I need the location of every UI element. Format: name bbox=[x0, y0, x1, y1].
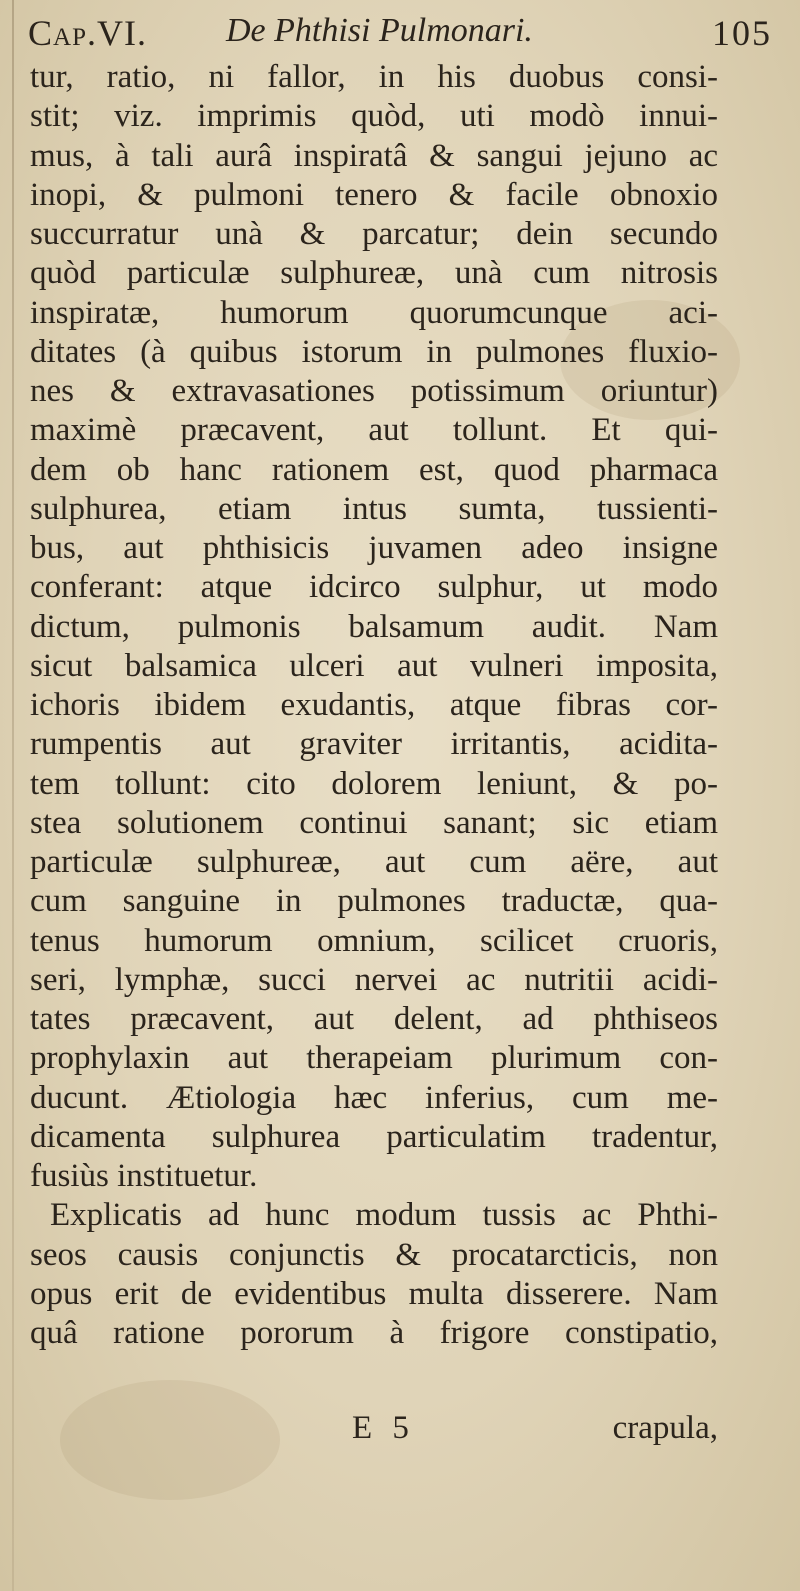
page-footer bbox=[30, 1410, 718, 1450]
text-line: ichoris ibidem exudantis, atque fibras cor- bbox=[30, 687, 718, 723]
chapter-label: Cap.VI. bbox=[28, 13, 147, 53]
page-number: 105 bbox=[712, 13, 772, 53]
text-line: prophylaxin aut therapeiam plurimum con- bbox=[30, 1040, 718, 1077]
text-line: rumpentis aut graviter irritantis, acidita- bbox=[30, 726, 718, 763]
text-line: opus erit de evidentibus multa disserere. Nam bbox=[30, 1275, 718, 1312]
running-header bbox=[28, 6, 772, 56]
text-line: stit; viz. imprimis quòd, uti modò innui- bbox=[30, 98, 718, 135]
catchword: crapula, bbox=[612, 1410, 718, 1446]
text-line: seri, lymphæ, succi nervei ac nutritii acidi- bbox=[30, 961, 718, 998]
text-line: bus, aut phthisicis juvamen adeo insigne bbox=[30, 530, 718, 566]
text-line: dictum, pulmonis balsamum audit. Nam bbox=[30, 608, 718, 645]
text-line: fusiùs instituetur. bbox=[30, 1158, 258, 1194]
text-line: cum sanguine in pulmones traductæ, qua- bbox=[30, 883, 718, 920]
signature-mark: E 5 bbox=[352, 1410, 415, 1446]
text-line: dicamenta sulphurea particulatim tradentur, bbox=[30, 1118, 718, 1155]
text-line: tates præcavent, aut delent, ad phthiseos bbox=[30, 1001, 718, 1037]
gutter-line bbox=[12, 0, 14, 1591]
text-line: particulæ sulphureæ, aut cum aëre, aut bbox=[30, 844, 718, 880]
text-line: nes & extravasationes potissimum oriuntur) bbox=[30, 373, 718, 409]
paragraph-start-line: Explicatis ad hunc modum tussis ac Phthi- bbox=[50, 1197, 718, 1234]
text-line: tur, ratio, ni fallor, in his duobus consi- bbox=[30, 59, 718, 95]
text-line: maximè præcavent, aut tollunt. Et qui- bbox=[30, 412, 718, 449]
text-line: succurratur unà & parcatur; dein secundo bbox=[30, 216, 718, 252]
text-line: sulphurea, etiam intus sumta, tussienti- bbox=[30, 490, 718, 527]
text-line: tenus humorum omnium, scilicet cruoris, bbox=[30, 922, 718, 959]
text-line: seos causis conjunctis & procatarcticis, non bbox=[30, 1236, 718, 1273]
text-line: quâ ratione pororum à frigore constipatio, bbox=[30, 1315, 718, 1351]
text-line: dem ob hanc rationem est, quod pharmaca bbox=[30, 451, 718, 488]
text-line: mus, à tali aurâ inspiratâ & sangui jejuno ac bbox=[30, 137, 718, 174]
text-line: inopi, & pulmoni tenero & facile obnoxio bbox=[30, 176, 718, 213]
text-line: quòd particulæ sulphureæ, unà cum nitrosis bbox=[30, 255, 718, 292]
text-line: ditates (à quibus istorum in pulmones fluxio- bbox=[30, 333, 718, 370]
text-line: conferant: atque idcirco sulphur, ut modo bbox=[30, 569, 718, 606]
text-line: inspiratæ, humorum quorumcunque aci- bbox=[30, 294, 718, 331]
text-line: tem tollunt: cito dolorem leniunt, & po- bbox=[30, 765, 718, 802]
body-text bbox=[30, 58, 718, 1353]
text-line: sicut balsamica ulceri aut vulneri imposita, bbox=[30, 647, 718, 684]
text-line: stea solutionem continui sanant; sic etiam bbox=[30, 804, 718, 841]
running-title: De Phthisi Pulmonari. bbox=[226, 12, 533, 49]
text-line: ducunt. Ætiologia hæc inferius, cum me- bbox=[30, 1079, 718, 1116]
